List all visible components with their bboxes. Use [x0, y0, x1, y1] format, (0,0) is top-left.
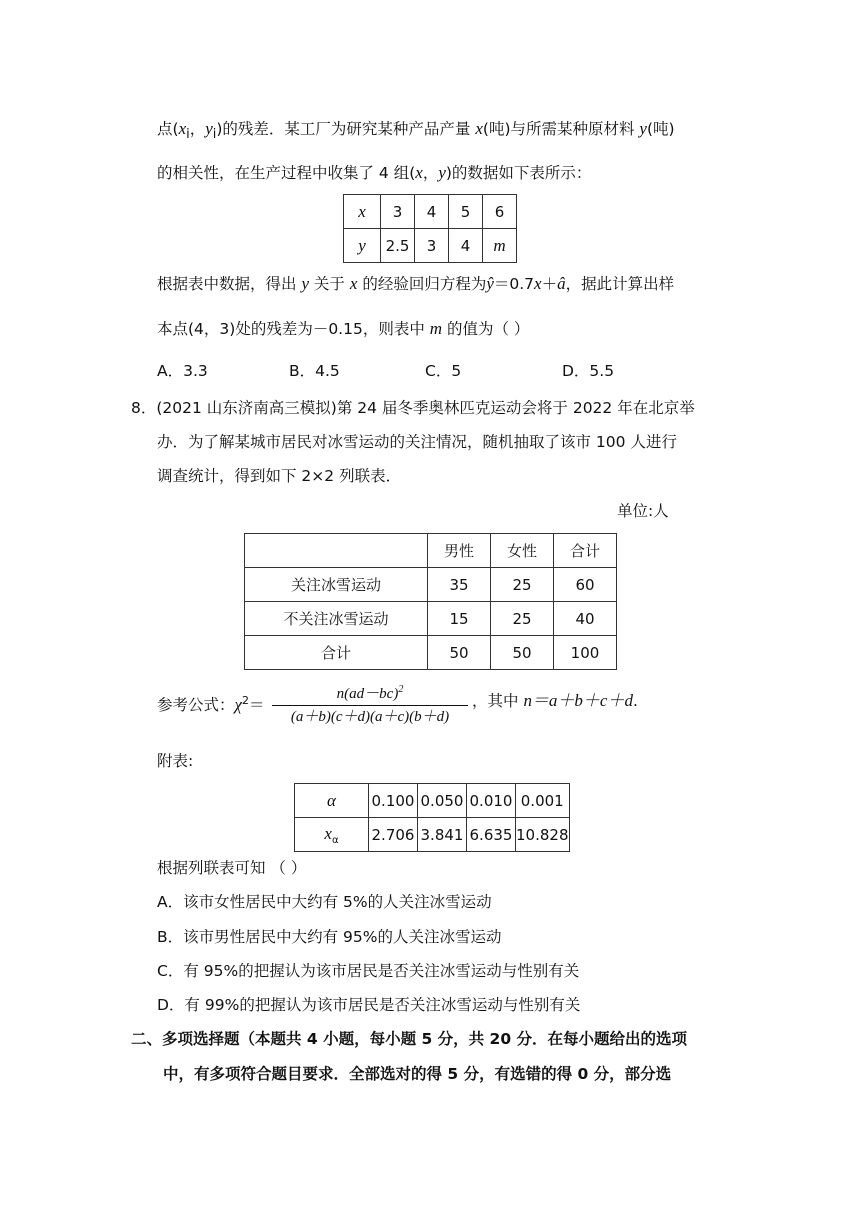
table-header-cell: 男性: [428, 534, 491, 568]
table-cell: 不关注冰雪运动: [245, 602, 428, 636]
table-cell: 合计: [245, 636, 428, 670]
text: ，: [422, 164, 439, 182]
text: (吨)与所需某种原材料: [482, 120, 640, 138]
formula-tail: ，其中 n＝a＋b＋c＋d.: [472, 691, 638, 710]
q7-option-d[interactable]: D．5.5: [562, 362, 615, 380]
table-header-cell: 女性: [491, 534, 554, 568]
table-cell: 0.100: [369, 784, 418, 818]
table-cell: 50: [491, 636, 554, 670]
table-cell: 关注冰雪运动: [245, 568, 428, 602]
table-cell: 25: [491, 568, 554, 602]
table-cell: $x_\alpha$: [295, 818, 369, 852]
table-cell: 40: [554, 602, 617, 636]
table-cell: 2.5: [381, 229, 415, 263]
table-cell: 0.001: [516, 784, 570, 818]
table-cell: 50: [428, 636, 491, 670]
table-cell: 15: [428, 602, 491, 636]
var-x: x: [178, 119, 187, 138]
table-cell: 6.635: [467, 818, 516, 852]
var-y: y: [438, 163, 446, 182]
table-header-cell: [245, 534, 428, 568]
formula-label: 参考公式：$\chi^2=$: [157, 694, 265, 715]
var-y: y: [639, 119, 647, 138]
table-cell: 0.010: [467, 784, 516, 818]
table-cell: 0.050: [418, 784, 467, 818]
text: ，: [189, 120, 206, 138]
var-x: x: [475, 119, 483, 138]
section-2-heading-line-2: 中，有多项符合题目要求．全部选对的得 5 分，有选错的得 0 分，部分选: [163, 1065, 672, 1083]
q8-option-c[interactable]: C．有 95%的把握认为该市居民是否关注冰雪运动与性别有关: [157, 962, 580, 980]
q8-option-a[interactable]: A．该市女性居民中大约有 5%的人关注冰雪运动: [157, 893, 492, 911]
contingency-table: [244, 533, 617, 670]
q8-prompt: 根据列联表可知 （ ）: [157, 859, 307, 877]
q8-line-2: 办．为了解某城市居民对冰雪运动的关注情况，随机抽取了该市 100 人进行: [157, 433, 677, 451]
text: )的数据如下表所示：: [445, 164, 592, 182]
table-cell: 60: [554, 568, 617, 602]
table-cell: 4: [449, 229, 483, 263]
text: (吨): [646, 120, 675, 138]
sub-i: i: [212, 127, 217, 143]
section-2-heading-line-1: 二、多项选择题（本题共 4 小题，每小题 5 分，共 20 分．在每小题给出的选项: [131, 1030, 688, 1048]
q8-line-3: 调查统计，得到如下 2×2 列联表．: [157, 467, 402, 485]
table-cell: 100: [554, 636, 617, 670]
intro-line-2: [157, 162, 591, 184]
xy-data-table: [343, 194, 517, 263]
table-cell: 6: [483, 195, 517, 229]
table-cell: 4: [415, 195, 449, 229]
q7-option-c[interactable]: C．5: [425, 362, 462, 380]
table-cell: α: [295, 784, 369, 818]
table-cell: x: [344, 195, 381, 229]
chi-square-fraction: $n(ad-bc)^2$ (a＋b)(c＋d)(a＋c)(b＋d): [272, 680, 468, 728]
q7-option-a[interactable]: A．3.3: [157, 362, 208, 380]
sub-i: i: [186, 127, 190, 143]
table-cell: 3.841: [418, 818, 467, 852]
table-cell: 2.706: [369, 818, 418, 852]
q8-option-b[interactable]: B．该市男性居民中大约有 95%的人关注冰雪运动: [157, 928, 502, 946]
table-cell: 10.828: [516, 818, 570, 852]
var-y: y: [205, 119, 213, 138]
q7-option-b[interactable]: B．4.5: [289, 362, 340, 380]
table-cell: m: [483, 229, 517, 263]
critical-value-table: [294, 783, 570, 852]
q7-line-2: 本点(4，3)处的残差为－0.15，则表中 m 的值为（ ）: [157, 319, 530, 338]
unit-label: 单位:人: [617, 502, 669, 520]
q8-line-1: 8．(2021 山东济南高三模拟)第 24 届冬季奥林匹克运动会将于 2022 年在北京举: [131, 399, 695, 417]
intro-line-1: [157, 118, 675, 146]
table-cell: 35: [428, 568, 491, 602]
table-cell: 25: [491, 602, 554, 636]
table-cell: y: [344, 229, 381, 263]
var-x: x: [415, 163, 423, 182]
text: )的残差．某工厂为研究某种产品产量: [216, 120, 476, 138]
appendix-label: 附表:: [157, 752, 194, 770]
table-cell: 3: [381, 195, 415, 229]
table-cell: 3: [415, 229, 449, 263]
q8-option-d[interactable]: D．有 99%的把握认为该市居民是否关注冰雪运动与性别有关: [157, 996, 581, 1014]
text: 的相关性，在生产过程中收集了 4 组(: [157, 164, 416, 182]
table-cell: 5: [449, 195, 483, 229]
q7-line-1: 根据表中数据，得出 y 关于 x 的经验回归方程为ŷ＝0.7x＋â，据此计算出样: [157, 274, 675, 293]
table-header-cell: 合计: [554, 534, 617, 568]
text: 点(: [157, 120, 179, 138]
